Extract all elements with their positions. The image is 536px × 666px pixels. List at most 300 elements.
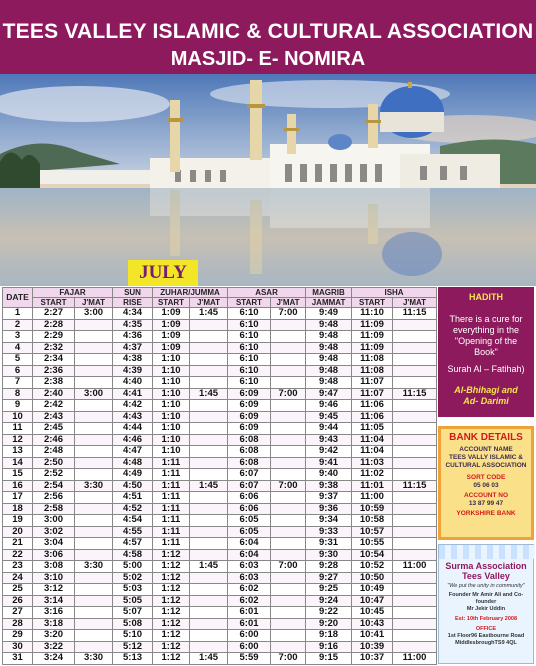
asar-jamat-cell	[271, 572, 306, 584]
isha-jamat-cell	[393, 411, 437, 423]
zuhar-jamat-cell: 1:45	[190, 653, 228, 665]
sunrise-cell: 4:42	[113, 400, 153, 412]
isha-jamat-cell	[393, 331, 437, 343]
asar-start-cell: 6:05	[228, 515, 271, 527]
isha-jamat-cell	[393, 572, 437, 584]
isha-start-cell: 11:09	[352, 331, 393, 343]
table-row	[3, 480, 437, 492]
isha-jamat-cell: 11:15	[393, 480, 437, 492]
asar-start-cell: 6:01	[228, 618, 271, 630]
asar-start-cell: 6:10	[228, 308, 271, 320]
asar-start-cell: 6:09	[228, 388, 271, 400]
sunrise-header-top: SUN	[113, 288, 153, 298]
isha-start-header: START	[352, 298, 393, 308]
fajar-jamat-cell	[75, 342, 113, 354]
prayer-timetable	[2, 287, 437, 665]
zuhar-start-cell: 1:12	[153, 595, 190, 607]
fajar-jamat-cell	[75, 423, 113, 435]
fajar-start-header: START	[33, 298, 75, 308]
sunrise-cell: 4:52	[113, 503, 153, 515]
sunrise-header: RISE	[113, 298, 153, 308]
isha-start-cell: 11:03	[352, 457, 393, 469]
zuhar-start-cell: 1:12	[153, 607, 190, 619]
date-cell: 20	[3, 526, 33, 538]
magrib-jamat-cell: 9:28	[306, 561, 352, 573]
fajar-jamat-cell	[75, 618, 113, 630]
zuhar-start-header: START	[153, 298, 190, 308]
zuhar-jamat-cell	[190, 584, 228, 596]
masjid-name: MASJID- E- NOMIRA	[170, 48, 366, 70]
date-cell: 6	[3, 365, 33, 377]
date-cell: 11	[3, 423, 33, 435]
isha-start-cell: 10:57	[352, 526, 393, 538]
zuhar-jamat-cell	[190, 549, 228, 561]
isha-jamat-cell: 11:00	[393, 561, 437, 573]
asar-jamat-cell	[271, 618, 306, 630]
table-row	[3, 457, 437, 469]
fajar-start-cell: 2:36	[33, 365, 75, 377]
zuhar-jamat-header: J'MAT	[190, 298, 228, 308]
zuhar-start-cell: 1:11	[153, 526, 190, 538]
asar-jamat-cell	[271, 492, 306, 504]
isha-start-cell: 10:50	[352, 572, 393, 584]
sunrise-cell: 4:35	[113, 319, 153, 331]
isha-start-cell: 11:08	[352, 354, 393, 366]
fajar-jamat-cell	[75, 641, 113, 653]
fajar-start-cell: 2:48	[33, 446, 75, 458]
zuhar-jamat-cell	[190, 618, 228, 630]
fajar-jamat-cell	[75, 354, 113, 366]
decorative-band	[439, 545, 535, 559]
magrib-jamat-cell: 9:31	[306, 538, 352, 550]
asar-jamat-cell	[271, 641, 306, 653]
zuhar-jamat-cell	[190, 331, 228, 343]
mosque-photo	[0, 74, 536, 286]
zuhar-jamat-cell	[190, 607, 228, 619]
asar-start-cell: 6:03	[228, 561, 271, 573]
asar-jamat-cell	[271, 595, 306, 607]
isha-start-cell: 10:54	[352, 549, 393, 561]
sort-code: 05 06 03	[473, 482, 499, 489]
asar-jamat-cell: 7:00	[271, 388, 306, 400]
asar-jamat-cell	[271, 630, 306, 642]
date-cell: 9	[3, 400, 33, 412]
surma-tagline: "We put the unity in community"	[447, 583, 525, 589]
zuhar-jamat-cell	[190, 434, 228, 446]
asar-start-cell: 6:06	[228, 492, 271, 504]
fajar-start-cell: 3:02	[33, 526, 75, 538]
asar-start-cell: 6:02	[228, 595, 271, 607]
isha-start-cell: 10:52	[352, 561, 393, 573]
table-row	[3, 423, 437, 435]
isha-jamat-cell	[393, 446, 437, 458]
fajar-start-cell: 3:24	[33, 653, 75, 665]
isha-jamat-cell	[393, 492, 437, 504]
table-row	[3, 572, 437, 584]
zuhar-start-cell: 1:09	[153, 319, 190, 331]
hadith-panel	[438, 287, 534, 417]
table-row	[3, 515, 437, 527]
fajar-start-cell: 3:06	[33, 549, 75, 561]
date-cell: 21	[3, 538, 33, 550]
asar-start-cell: 6:09	[228, 423, 271, 435]
magrib-jamat-cell: 9:38	[306, 480, 352, 492]
sunrise-cell: 4:55	[113, 526, 153, 538]
isha-jamat-header: J'MAT	[393, 298, 437, 308]
isha-jamat-cell	[393, 595, 437, 607]
zuhar-jamat-cell	[190, 503, 228, 515]
date-cell: 4	[3, 342, 33, 354]
bank-details-panel	[438, 426, 534, 540]
sunrise-cell: 4:46	[113, 434, 153, 446]
asar-jamat-cell	[271, 354, 306, 366]
zuhar-jamat-cell: 1:45	[190, 308, 228, 320]
asar-start-cell: 6:09	[228, 411, 271, 423]
sunrise-cell: 5:00	[113, 561, 153, 573]
isha-jamat-cell	[393, 607, 437, 619]
asar-jamat-cell	[271, 434, 306, 446]
fajar-jamat-cell	[75, 572, 113, 584]
fajar-start-cell: 2:58	[33, 503, 75, 515]
fajar-jamat-cell	[75, 331, 113, 343]
sort-code-label: SORT CODE	[466, 474, 506, 481]
magrib-jamat-cell: 9:40	[306, 469, 352, 481]
zuhar-start-cell: 1:12	[153, 653, 190, 665]
magrib-jamat-cell: 9:33	[306, 526, 352, 538]
zuhar-start-cell: 1:11	[153, 480, 190, 492]
asar-jamat-header: J'MAT	[271, 298, 306, 308]
fajar-start-cell: 2:27	[33, 308, 75, 320]
sunrise-cell: 4:49	[113, 469, 153, 481]
magrib-header: MAGRIB	[306, 288, 352, 298]
table-row	[3, 446, 437, 458]
zuhar-jamat-cell	[190, 492, 228, 504]
surma-title: Surma Association	[445, 561, 527, 571]
date-cell: 2	[3, 319, 33, 331]
magrib-jamat-cell: 9:43	[306, 434, 352, 446]
zuhar-start-cell: 1:10	[153, 411, 190, 423]
isha-jamat-cell: 11:15	[393, 308, 437, 320]
asar-jamat-cell: 7:00	[271, 653, 306, 665]
isha-jamat-cell	[393, 584, 437, 596]
isha-jamat-cell: 11:00	[393, 653, 437, 665]
fajar-jamat-cell: 3:30	[75, 653, 113, 665]
isha-start-cell: 11:02	[352, 469, 393, 481]
table-row	[3, 561, 437, 573]
sunrise-cell: 4:50	[113, 480, 153, 492]
zuhar-start-cell: 1:12	[153, 572, 190, 584]
isha-jamat-cell	[393, 630, 437, 642]
asar-jamat-cell	[271, 331, 306, 343]
asar-jamat-cell: 7:00	[271, 480, 306, 492]
asar-start-cell: 6:10	[228, 377, 271, 389]
sunrise-cell: 5:10	[113, 630, 153, 642]
magrib-jamat-cell: 9:48	[306, 365, 352, 377]
hadith-reference-2: Ad- Darimi	[463, 396, 509, 406]
date-cell: 12	[3, 434, 33, 446]
isha-jamat-cell	[393, 342, 437, 354]
sunrise-cell: 5:07	[113, 607, 153, 619]
sunrise-cell: 4:38	[113, 354, 153, 366]
zuhar-header: ZUHAR/JUMMA	[153, 288, 228, 298]
hadith-source: Surah Al – Fatihah)	[447, 364, 525, 374]
fajar-jamat-cell	[75, 630, 113, 642]
sunrise-cell: 4:47	[113, 446, 153, 458]
surma-subtitle: Tees Valley	[462, 571, 510, 581]
isha-start-cell: 11:09	[352, 319, 393, 331]
fajar-jamat-cell	[75, 457, 113, 469]
sunrise-cell: 4:40	[113, 377, 153, 389]
asar-start-cell: 6:07	[228, 480, 271, 492]
group-header-row	[3, 288, 437, 298]
fajar-jamat-cell	[75, 469, 113, 481]
fajar-start-cell: 2:34	[33, 354, 75, 366]
date-cell: 15	[3, 469, 33, 481]
zuhar-start-cell: 1:11	[153, 492, 190, 504]
table-row	[3, 618, 437, 630]
isha-jamat-cell	[393, 618, 437, 630]
sunrise-cell: 5:12	[113, 641, 153, 653]
asar-jamat-cell	[271, 457, 306, 469]
header-banner	[0, 0, 536, 74]
magrib-jamat-cell: 9:47	[306, 388, 352, 400]
bank-title: BANK DETAILS	[449, 432, 523, 443]
table-row	[3, 308, 437, 320]
zuhar-jamat-cell: 1:45	[190, 561, 228, 573]
date-cell: 24	[3, 572, 33, 584]
account-name-label: ACCOUNT NAME	[459, 446, 513, 453]
isha-jamat-cell	[393, 526, 437, 538]
isha-jamat-cell	[393, 377, 437, 389]
asar-start-cell: 6:06	[228, 503, 271, 515]
zuhar-jamat-cell	[190, 630, 228, 642]
magrib-jamat-cell: 9:22	[306, 607, 352, 619]
zuhar-start-cell: 1:12	[153, 549, 190, 561]
date-cell: 5	[3, 354, 33, 366]
surma-office-label: OFFICE	[475, 626, 497, 632]
sunrise-cell: 4:58	[113, 549, 153, 561]
sunrise-cell: 4:36	[113, 331, 153, 343]
magrib-jamat-cell: 9:46	[306, 400, 352, 412]
magrib-jamat-cell: 9:49	[306, 308, 352, 320]
isha-start-cell: 10:45	[352, 607, 393, 619]
asar-start-cell: 6:10	[228, 319, 271, 331]
asar-jamat-cell	[271, 400, 306, 412]
magrib-jamat-cell: 9:45	[306, 411, 352, 423]
table-row	[3, 503, 437, 515]
fajar-start-cell: 2:40	[33, 388, 75, 400]
zuhar-start-cell: 1:10	[153, 377, 190, 389]
date-cell: 14	[3, 457, 33, 469]
fajar-jamat-cell	[75, 319, 113, 331]
isha-start-cell: 10:37	[352, 653, 393, 665]
fajar-jamat-cell: 3:00	[75, 308, 113, 320]
zuhar-jamat-cell	[190, 342, 228, 354]
asar-start-cell: 6:07	[228, 469, 271, 481]
magrib-jamat-cell: 9:18	[306, 630, 352, 642]
magrib-jamat-cell: 9:27	[306, 572, 352, 584]
magrib-jamat-cell: 9:48	[306, 377, 352, 389]
timetable-body	[3, 308, 437, 665]
zuhar-start-cell: 1:11	[153, 503, 190, 515]
isha-jamat-cell	[393, 354, 437, 366]
zuhar-jamat-cell	[190, 400, 228, 412]
isha-jamat-cell	[393, 503, 437, 515]
sub-header-row	[3, 298, 437, 308]
sunrise-cell: 4:48	[113, 457, 153, 469]
fajar-start-cell: 3:04	[33, 538, 75, 550]
asar-jamat-cell	[271, 365, 306, 377]
fajar-start-cell: 3:12	[33, 584, 75, 596]
surma-association-panel	[438, 544, 534, 664]
isha-start-cell: 11:04	[352, 434, 393, 446]
fajar-jamat-cell	[75, 584, 113, 596]
isha-start-cell: 10:49	[352, 584, 393, 596]
asar-jamat-cell: 7:00	[271, 561, 306, 573]
hadith-text: There is a cure for everything in the "Opening of the Book"	[449, 314, 523, 357]
account-no: 13 87 99 47	[468, 500, 504, 507]
surma-founders: Founder Mr Amir Ali and Co-founder	[448, 592, 524, 605]
asar-start-cell: 6:08	[228, 434, 271, 446]
fajar-jamat-cell	[75, 549, 113, 561]
isha-jamat-cell	[393, 423, 437, 435]
isha-jamat-cell	[393, 515, 437, 527]
magrib-jamat-cell: 9:41	[306, 457, 352, 469]
fajar-start-cell: 3:22	[33, 641, 75, 653]
magrib-jamat-header: JAMMAT	[306, 298, 352, 308]
magrib-jamat-cell: 9:15	[306, 653, 352, 665]
magrib-jamat-cell: 9:30	[306, 549, 352, 561]
zuhar-start-cell: 1:12	[153, 561, 190, 573]
fajar-start-cell: 3:20	[33, 630, 75, 642]
zuhar-start-cell: 1:11	[153, 457, 190, 469]
asar-jamat-cell	[271, 526, 306, 538]
fajar-jamat-cell: 3:30	[75, 561, 113, 573]
isha-start-cell: 11:07	[352, 388, 393, 400]
fajar-start-cell: 3:00	[33, 515, 75, 527]
asar-start-cell: 6:10	[228, 342, 271, 354]
isha-jamat-cell	[393, 457, 437, 469]
asar-jamat-cell	[271, 377, 306, 389]
table-row	[3, 434, 437, 446]
isha-start-cell: 10:58	[352, 515, 393, 527]
table-row	[3, 400, 437, 412]
asar-jamat-cell	[271, 549, 306, 561]
table-row	[3, 653, 437, 665]
magrib-jamat-cell: 9:16	[306, 641, 352, 653]
isha-start-cell: 10:39	[352, 641, 393, 653]
isha-start-cell: 11:06	[352, 400, 393, 412]
surma-address-line2: MiddlesbroughTS9 4QL	[455, 640, 517, 646]
date-cell: 26	[3, 595, 33, 607]
fajar-jamat-cell	[75, 377, 113, 389]
bank-name: YORKSHIRE BANK	[456, 510, 516, 517]
zuhar-start-cell: 1:12	[153, 630, 190, 642]
table-row	[3, 595, 437, 607]
zuhar-jamat-cell: 1:45	[190, 480, 228, 492]
zuhar-start-cell: 1:10	[153, 434, 190, 446]
fajar-start-cell: 2:32	[33, 342, 75, 354]
fajar-jamat-cell	[75, 607, 113, 619]
date-cell: 17	[3, 492, 33, 504]
asar-jamat-cell	[271, 469, 306, 481]
zuhar-start-cell: 1:09	[153, 308, 190, 320]
asar-jamat-cell	[271, 607, 306, 619]
sunrise-cell: 4:51	[113, 492, 153, 504]
sunrise-cell: 4:44	[113, 423, 153, 435]
date-cell: 19	[3, 515, 33, 527]
date-cell: 30	[3, 641, 33, 653]
zuhar-start-cell: 1:09	[153, 331, 190, 343]
table-row	[3, 492, 437, 504]
date-cell: 28	[3, 618, 33, 630]
asar-start-cell: 6:01	[228, 607, 271, 619]
date-cell: 1	[3, 308, 33, 320]
asar-start-cell: 6:05	[228, 526, 271, 538]
fajar-start-cell: 3:08	[33, 561, 75, 573]
date-cell: 25	[3, 584, 33, 596]
zuhar-jamat-cell	[190, 469, 228, 481]
asar-jamat-cell	[271, 411, 306, 423]
zuhar-jamat-cell	[190, 446, 228, 458]
account-no-label: ACCOUNT NO	[463, 492, 509, 499]
fajar-start-cell: 2:46	[33, 434, 75, 446]
magrib-jamat-cell: 9:37	[306, 492, 352, 504]
zuhar-start-cell: 1:09	[153, 342, 190, 354]
association-title: TEES VALLEY ISLAMIC & CULTURAL ASSOCIATION	[2, 20, 534, 43]
asar-jamat-cell	[271, 584, 306, 596]
isha-start-cell: 10:41	[352, 630, 393, 642]
magrib-jamat-cell: 9:44	[306, 423, 352, 435]
isha-jamat-cell	[393, 319, 437, 331]
isha-start-cell: 11:00	[352, 492, 393, 504]
fajar-start-cell: 2:28	[33, 319, 75, 331]
asar-jamat-cell: 7:00	[271, 308, 306, 320]
isha-start-cell: 10:47	[352, 595, 393, 607]
asar-start-cell: 6:08	[228, 446, 271, 458]
fajar-jamat-cell	[75, 538, 113, 550]
magrib-jamat-cell: 9:42	[306, 446, 352, 458]
isha-start-cell: 10:43	[352, 618, 393, 630]
date-cell: 3	[3, 331, 33, 343]
table-row	[3, 388, 437, 400]
zuhar-jamat-cell	[190, 377, 228, 389]
table-row	[3, 377, 437, 389]
asar-jamat-cell	[271, 503, 306, 515]
date-cell: 29	[3, 630, 33, 642]
asar-start-cell: 6:04	[228, 549, 271, 561]
table-row	[3, 319, 437, 331]
asar-start-cell: 5:59	[228, 653, 271, 665]
table-row	[3, 365, 437, 377]
table-row	[3, 607, 437, 619]
date-cell: 18	[3, 503, 33, 515]
fajar-start-cell: 3:16	[33, 607, 75, 619]
date-cell: 22	[3, 549, 33, 561]
fajar-jamat-header: J'MAT	[75, 298, 113, 308]
isha-start-cell: 11:05	[352, 423, 393, 435]
asar-jamat-cell	[271, 446, 306, 458]
fajar-jamat-cell	[75, 526, 113, 538]
fajar-start-cell: 3:14	[33, 595, 75, 607]
isha-start-cell: 11:06	[352, 411, 393, 423]
fajar-jamat-cell	[75, 411, 113, 423]
asar-jamat-cell	[271, 538, 306, 550]
asar-jamat-cell	[271, 342, 306, 354]
sunrise-cell: 5:13	[113, 653, 153, 665]
table-row	[3, 526, 437, 538]
magrib-jamat-cell: 9:48	[306, 331, 352, 343]
